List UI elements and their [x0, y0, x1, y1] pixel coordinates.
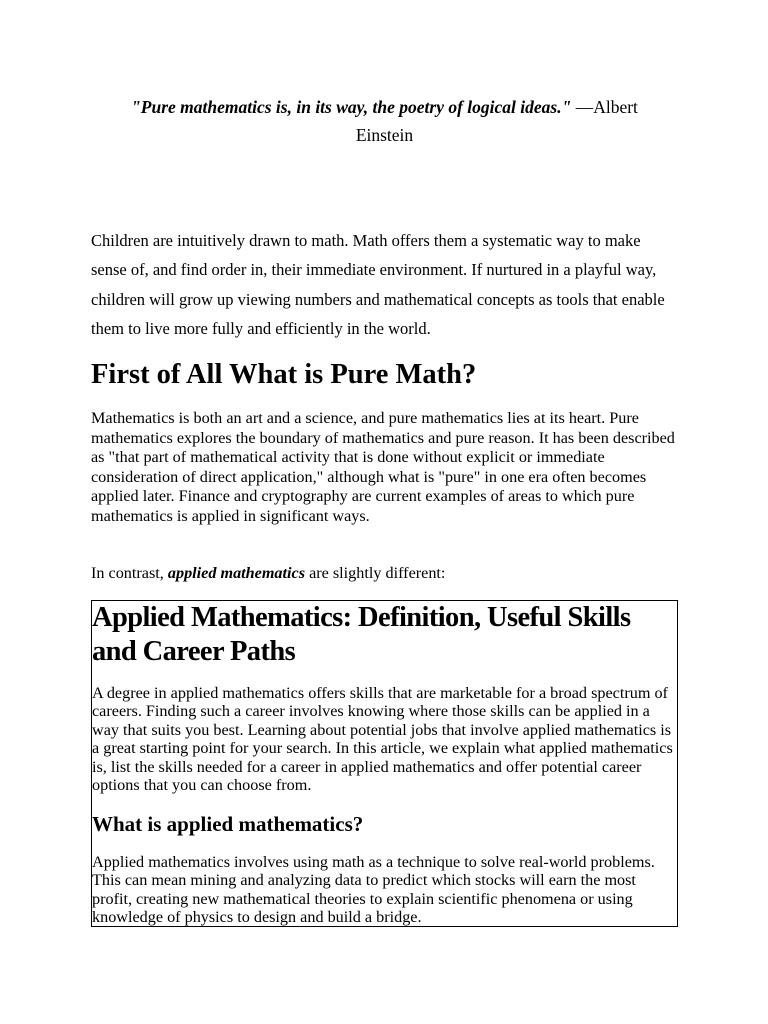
- applied-math-subheading: What is applied mathematics?: [92, 812, 364, 836]
- pure-math-heading: First of All What is Pure Math?: [91, 359, 477, 390]
- contrast-paragraph: [91, 563, 678, 583]
- contrast-prefix: In contrast,: [91, 564, 168, 582]
- contrast-suffix: are slightly different:: [305, 564, 446, 582]
- applied-math-intro-paragraph: A degree in applied mathematics offers skills that are marketable for a broad spectrum of careers. Finding such a career involves knowing where those skills can be applied in a way that suits you best. Learning about potential jobs that involve applied mathematics is a great starting point for your search. In this article, we explain what applied mathematics is, list the skills needed for a career in applied mathematics and offer potential career options that you can choose from.: [92, 684, 673, 795]
- quote-text: "Pure mathematics is, in its way, the poetry of logical ideas.": [131, 97, 572, 117]
- applied-math-definition-paragraph: Applied mathematics involves using math as a technique to solve real-world problems. This can mean mining and analyzing data to predict which stocks will earn the most profit, creating new mathematical theories to explain scientific phenomena or using knowledge of physics to design and build a bridge.: [92, 853, 655, 927]
- applied-math-heading: Applied Mathematics: Definition, Useful Skills and Career Paths: [92, 602, 631, 667]
- applied-math-box: [91, 600, 678, 927]
- contrast-emphasis: applied mathematics: [167, 564, 306, 582]
- pure-math-paragraph: Mathematics is both an art and a science, and pure mathematics lies at its heart. Pure mathematics explores the boundary of mathematics and pure reason. It has been described as "that part of mathematical activity that is done without explicit or immediate consideration of direct application," although what is "pure" in one era often becomes applied later. Finance and cryptography are current examples of areas to which pure mathematics is applied in significant ways.: [91, 409, 675, 525]
- intro-paragraph: Children are intuitively drawn to math. Math offers them a systematic way to make sense of, and find order in, their immediate environment. If nurtured in a playful way, children will grow up viewing numbers and mathematical concepts as tools that enable them to live more fully and efficiently in the world.: [91, 231, 665, 338]
- quote-attribution-first: —Albert: [575, 97, 638, 117]
- epigraph-quote: [91, 93, 678, 149]
- quote-attribution-last: Einstein: [355, 125, 414, 145]
